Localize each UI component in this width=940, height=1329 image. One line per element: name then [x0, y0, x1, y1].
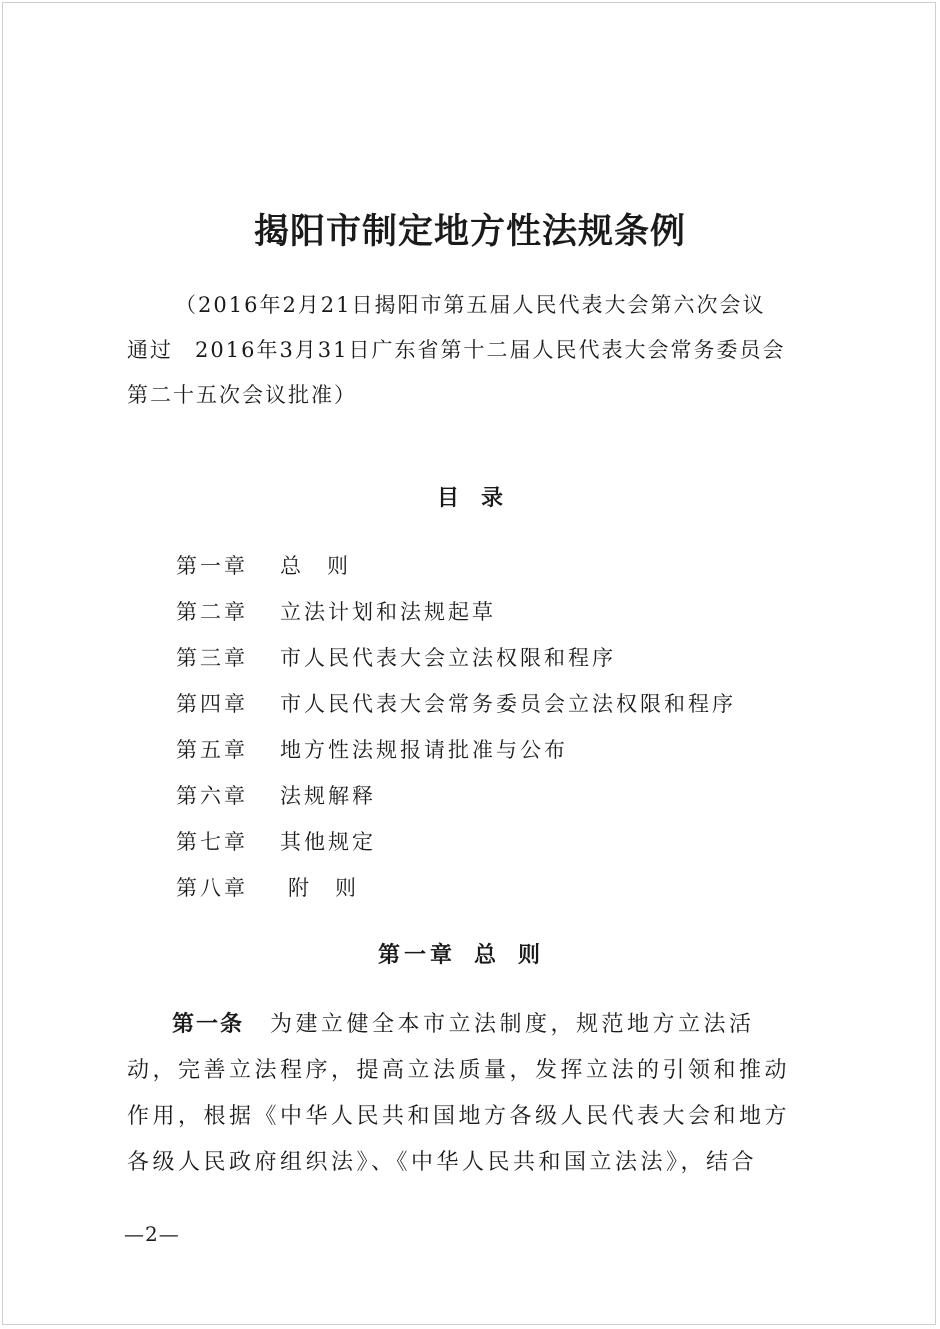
adoption-note: [127, 283, 817, 418]
chapter-heading: [0, 937, 940, 975]
toc-item-title: 立法计划和法规起草: [280, 600, 496, 624]
toc-item-title: 附则: [288, 876, 382, 900]
toc-item: [176, 685, 816, 731]
toc-item-title: 地方性法规报请批准与公布: [280, 738, 568, 762]
article-line: [127, 1002, 827, 1048]
article-text: 为建立健全本市立法制度，规范地方立法活: [270, 1012, 755, 1037]
toc-item-number: 第八章: [176, 876, 248, 900]
chapter-title: 总则: [474, 943, 563, 968]
toc-item: [176, 547, 816, 593]
toc-item: [176, 777, 816, 823]
article-line: 作用，根据《中华人民共和国地方各级人民代表大会和地方: [127, 1104, 791, 1129]
chapter-number: 第一章: [377, 943, 456, 968]
toc-item: [176, 731, 816, 777]
toc-item: [176, 593, 816, 639]
toc-heading: 目录: [436, 486, 525, 511]
toc-item-title: 市人民代表大会立法权限和程序: [280, 646, 616, 670]
toc-item-number: 第六章: [176, 784, 248, 808]
table-of-contents: [176, 547, 816, 915]
article-line: 各级人民政府组织法》、《中华人民共和国立法法》，结合: [127, 1150, 758, 1175]
toc-item-number: 第七章: [176, 830, 248, 854]
toc-item: [176, 639, 816, 685]
page-number: —2—: [124, 1222, 180, 1246]
note-line: [127, 328, 817, 373]
document-title: 揭阳市制定地方性法规条例: [253, 212, 686, 252]
toc-item-number: 第四章: [176, 692, 248, 716]
toc-item: [176, 869, 816, 915]
toc-item-number: 第三章: [176, 646, 248, 670]
article-line: 动，完善立法程序，提高立法质量，发挥立法的引领和推动: [127, 1058, 791, 1083]
toc-item-title: 总则: [280, 554, 374, 578]
article-one: [127, 1002, 827, 1186]
toc-item-title: 市人民代表大会常务委员会立法权限和程序: [280, 692, 736, 716]
toc-item: [176, 823, 816, 869]
toc-item-number: 第二章: [176, 600, 248, 624]
toc-item-title: 法规解释: [280, 784, 376, 808]
toc-item-number: 第一章: [176, 554, 248, 578]
note-passed-text: 通过: [127, 338, 173, 362]
note-line: 第二十五次会议批准）: [127, 383, 357, 407]
toc-item-title: 其他规定: [280, 830, 376, 854]
note-line: （2016年2月21日揭阳市第五届人民代表大会第六次会议: [175, 293, 766, 317]
article-label: 第一条: [172, 1012, 245, 1037]
toc-item-number: 第五章: [176, 738, 248, 762]
note-approval-text: 2016年3月31日广东省第十二届人民代表大会常务委员会: [195, 338, 786, 362]
